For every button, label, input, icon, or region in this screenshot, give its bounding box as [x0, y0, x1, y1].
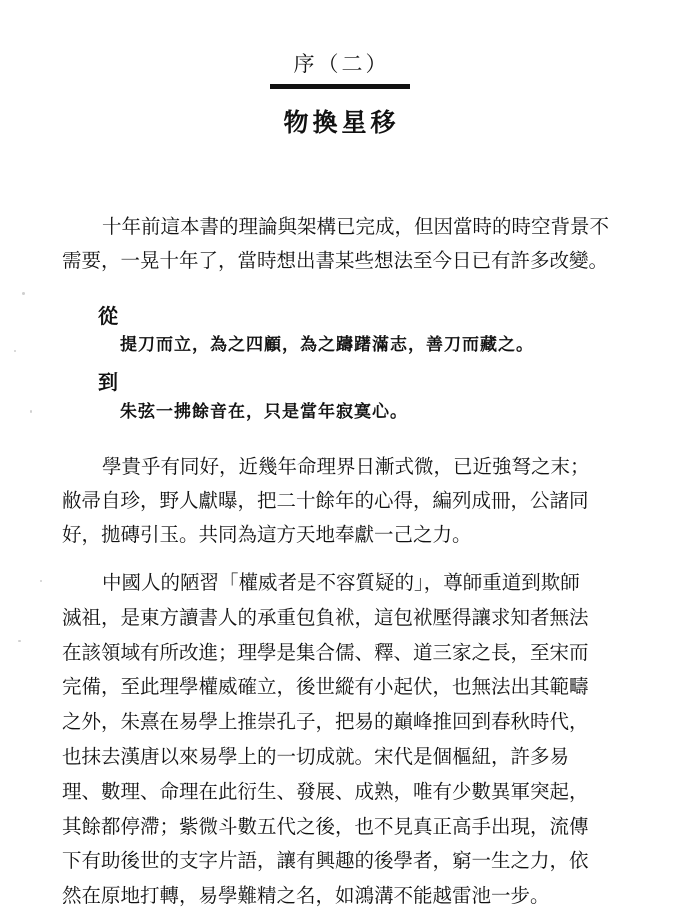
paragraph-line: 也抹去漢唐以來易學上的一切成就。宋代是個樞紐，許多易 — [62, 744, 570, 768]
paragraph-line: 中國人的陋習「權威者是不容質疑的」，尊師重道到欺師 — [102, 571, 580, 594]
paragraph-line: 理、數理、命理在此衍生、發展、成熟，唯有少數異軍突起， — [62, 779, 589, 803]
verse-marker-from: 從 — [98, 304, 118, 328]
paragraph-line: 在該領域有所改進；理學是集合儒、釋、道三家之長，至宋而 — [62, 640, 589, 664]
title-rule — [270, 84, 410, 89]
scan-speck — [18, 640, 21, 642]
paragraph-line: 然在原地打轉，易學難精之名，如鴻溝不能越雷池一步。 — [62, 884, 550, 908]
paragraph-line: 完備，至此理學權威確立，後世縱有小起伏，也無法出其範疇 — [62, 675, 589, 699]
paragraph-line: 之外，朱熹在易學上推崇孔子，把易的巔峰推回到春秋時代， — [62, 710, 589, 734]
section-number: 序（二） — [293, 52, 390, 76]
paragraph-line: 其餘都停滯；紫微斗數五代之後，也不見真正高手出現，流傳 — [62, 814, 589, 838]
paragraph-line: 十年前這本書的理論與架構已完成，但因當時的時空背景不 — [102, 215, 610, 238]
chapter-title: 物換星移 — [283, 108, 400, 137]
scan-speck — [14, 350, 16, 352]
scan-speck — [22, 292, 25, 295]
paragraph-line: 好，拋磚引玉。共同為這方天地奉獻一己之力。 — [62, 523, 472, 546]
paragraph-line: 敝帚自珍，野人獻曝，把二十餘年的心得，編列成冊，公諸同 — [62, 489, 589, 512]
paragraph-line: 學貴乎有同好，近幾年命理界日漸式微，已近強弩之末； — [102, 455, 590, 478]
paragraph-line: 滅祖，是東方讀書人的承重包負袱，這包袱壓得讓求知者無法 — [62, 605, 589, 629]
paragraph-3 — [62, 566, 632, 914]
scan-speck — [40, 580, 42, 582]
verse-line-1: 提刀而立，為之四顧，為之躊躇滿志，善刀而藏之。 — [120, 335, 534, 355]
scan-speck — [30, 410, 32, 413]
paragraph-line: 需要，一晃十年了，當時想出書某些想法至今日已有許多改變。 — [62, 249, 609, 272]
paragraph-line: 下有助後世的支字片語，讓有興趣的後學者，窮一生之力，依 — [62, 849, 589, 873]
paragraph-2 — [62, 450, 632, 552]
verse-line-2: 朱弦一拂餘音在，只是當年寂寞心。 — [120, 402, 408, 422]
verse-marker-to: 到 — [98, 370, 118, 394]
paragraph-1 — [62, 210, 632, 278]
